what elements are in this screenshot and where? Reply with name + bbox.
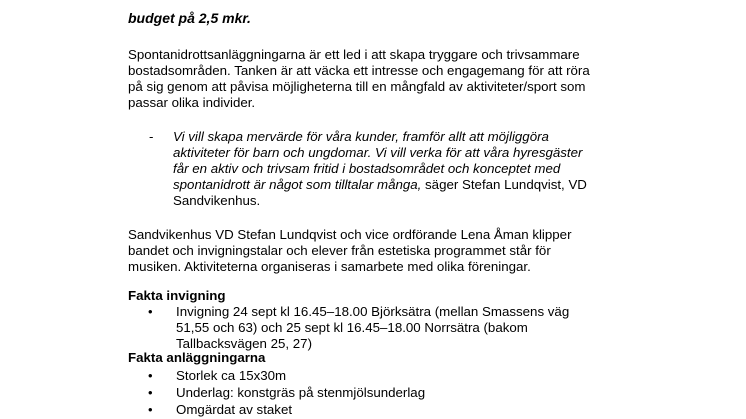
opening-line: musiken. Aktiviteterna organiseras i samarbete med olika föreningar.: [128, 259, 531, 274]
quote-italic: får en aktiv och trivsam fritid i bostadsområdet och konceptet med: [173, 161, 561, 176]
fakta-invigning-heading: Fakta invigning: [128, 288, 226, 303]
bullet-icon: •: [148, 385, 153, 400]
list-item-line: 51,55 och 63) och 25 sept kl 16.45–18.00 Norrsätra (bakom: [176, 320, 528, 335]
bullet-icon: •: [148, 402, 153, 417]
quote-line: [173, 145, 587, 161]
quote-dash: -: [149, 129, 154, 144]
list-item-text: [176, 304, 569, 352]
opening-paragraph: [128, 227, 688, 275]
list-item-text: Underlag: konstgräs på stenmjölsunderlag: [176, 385, 426, 400]
quote-line: [173, 129, 587, 145]
list-item-line: Tallbacksvägen 25, 27): [176, 336, 313, 351]
quote-line: [173, 161, 587, 177]
quote-attribution: säger Stefan Lundqvist, VD: [421, 177, 587, 192]
quote-line: [173, 177, 587, 193]
bullet-icon: •: [148, 304, 153, 319]
quote-text: [173, 129, 587, 209]
intro-line: på sig genom att påvisa möjligheterna till en mångfald av aktiviteter/sport som: [128, 79, 586, 94]
quote-italic: spontanidrott är något som tilltalar många,: [173, 177, 422, 192]
intro-line: Spontanidrottsanläggningarna är ett led i att skapa tryggare och trivsammare: [128, 47, 580, 62]
quote-italic: aktiviteter för barn och ungdomar. Vi vill verka för att våra hyresgäster: [173, 145, 583, 160]
list-item-text: Storlek ca 15x30m: [176, 368, 287, 383]
intro-line: bostadsområden. Tanken är att väcka ett intresse och engagemang för att röra: [128, 63, 590, 78]
quote-italic: Vi vill skapa mervärde för våra kunder, framför allt att möjliggöra: [173, 129, 549, 144]
list-item-text: Omgärdat av staket: [176, 402, 293, 417]
quote-attribution-line: Sandvikenhus.: [173, 193, 261, 208]
list-item-line: Invigning 24 sept kl 16.45–18.00 Björksätra (mellan Smassens väg: [176, 304, 570, 319]
opening-line: bandet och invigningstalar och elever från estetiska programmet står för: [128, 243, 551, 258]
lead-budget-text: budget på 2,5 mkr.: [128, 10, 251, 26]
opening-line: Sandvikenhus VD Stefan Lundqvist och vice ordförande Lena Åman klipper: [128, 227, 572, 242]
intro-paragraph: [128, 47, 688, 111]
bullet-icon: •: [148, 368, 153, 383]
intro-line: passar olika individer.: [128, 95, 256, 110]
fakta-anlaggningarna-heading: Fakta anläggningarna: [128, 350, 266, 365]
